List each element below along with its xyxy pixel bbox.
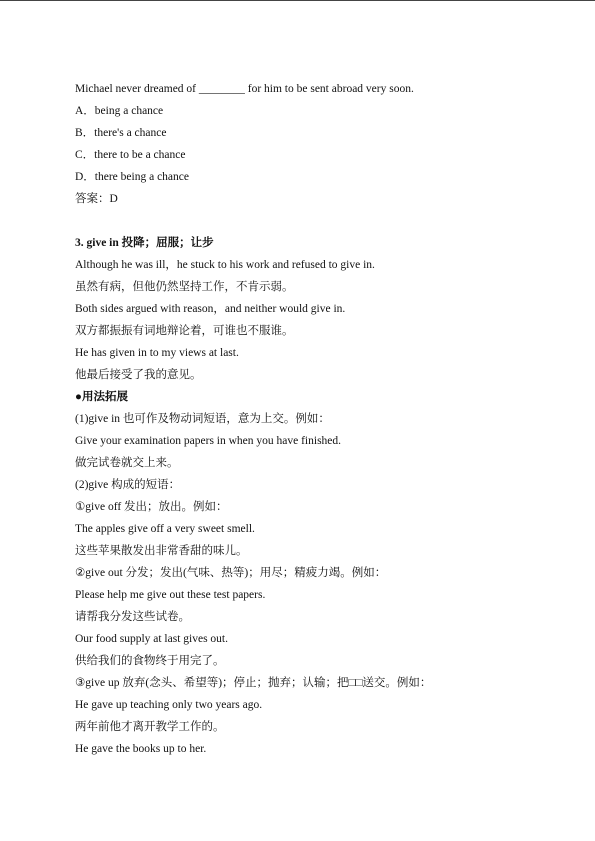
phrase-definition: ③give up 放弃(念头、希望等)；停止；抛弃；认输；把□□送交。例如： [75,677,432,689]
example-translation: 他最后接受了我的意见。 [75,369,202,381]
usage-heading: ●用法拓展 [75,391,128,403]
example-line: He gave up teaching only two years ago. [75,699,263,711]
section-heading: 3. give in 投降；屈服；让步 [75,237,214,249]
example-line: Our food supply at last gives out. [75,633,228,645]
example-translation: 这些苹果散发出非常香甜的味儿。 [75,545,248,557]
option-b: B．there's a chance [75,127,167,139]
usage-note: (1)give in 也可作及物动词短语，意为上交。例如： [75,413,330,425]
example-translation: 做完试卷就交上来。 [75,457,179,469]
spacer [75,210,545,232]
option-d: D．there being a chance [75,171,189,183]
example-translation: 请帮我分发这些试卷。 [75,611,190,623]
option-c: C．there to be a chance [75,149,186,161]
example-line: The apples give off a very sweet smell. [75,523,255,535]
example-translation: 虽然有病，但他仍然坚持工作，不肯示弱。 [75,281,294,293]
example-translation: 双方都振振有词地辩论着，可谁也不服谁。 [75,325,294,337]
example-line: Although he was ill，he stuck to his work and refused to give in. [75,259,375,271]
document-content [75,78,545,760]
example-translation: 供给我们的食物终于用完了。 [75,655,225,667]
phrase-definition: ①give off 发出；放出。例如： [75,501,228,513]
phrase-definition: ②give out 分发；发出(气味、热等)；用尽；精疲力竭。例如： [75,567,387,579]
example-line: Both sides argued with reason，and neither would give in. [75,303,346,315]
example-line: Give your examination papers in when you have finished. [75,435,342,447]
example-line: He has given in to my views at last. [75,347,239,359]
example-translation: 两年前他才离开教学工作的。 [75,721,225,733]
question-stem: Michael never dreamed of ________ for him to be sent abroad very soon. [75,83,414,95]
example-line: Please help me give out these test papers. [75,589,266,601]
top-border-line [0,0,595,1]
answer-line: 答案：D [75,193,118,205]
example-line: He gave the books up to her. [75,743,207,755]
option-a: A．being a chance [75,105,164,117]
usage-note: (2)give 构成的短语： [75,479,181,491]
